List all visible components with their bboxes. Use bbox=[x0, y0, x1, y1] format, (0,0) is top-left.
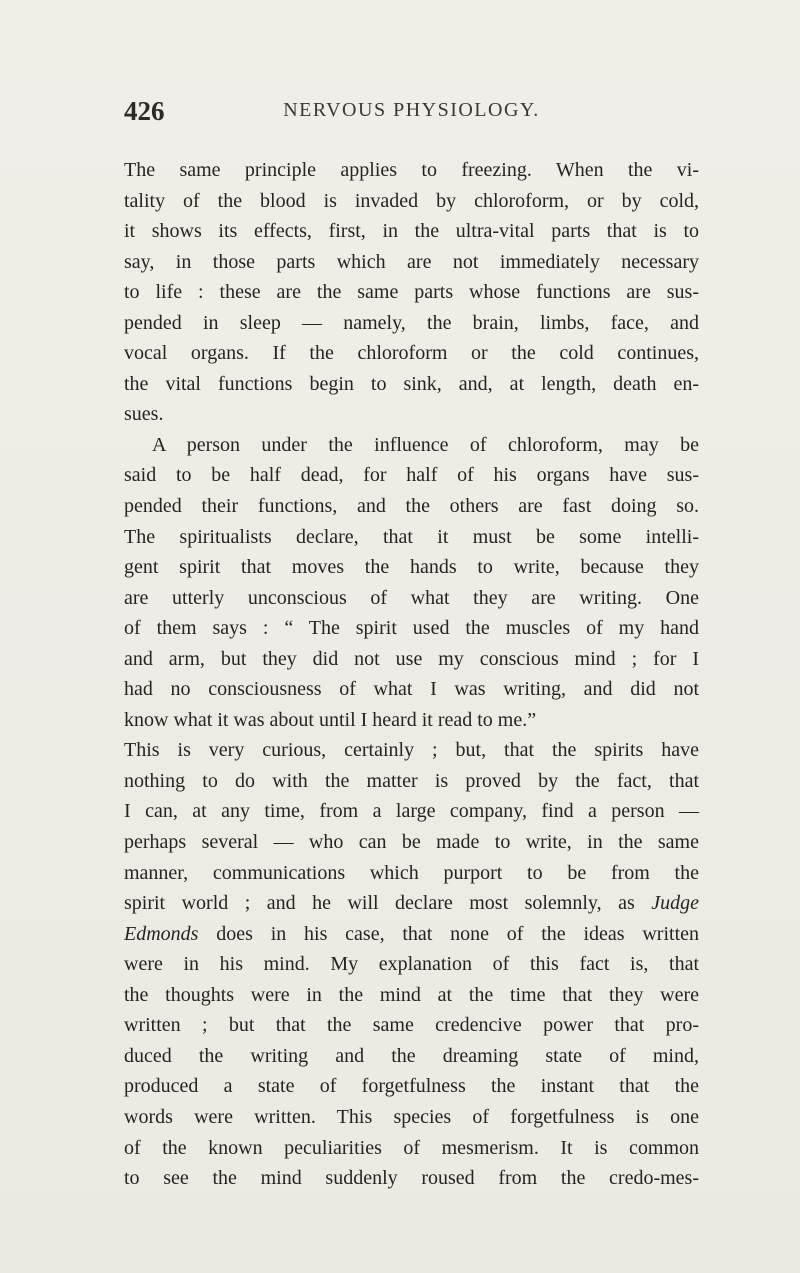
text-line bbox=[124, 888, 699, 919]
text-line: are utterly unconscious of what they are writing. One bbox=[124, 586, 699, 609]
text-line: had no consciousness of what I was writing, and did not bbox=[124, 678, 699, 701]
line-segment: spirit world ; and he will declare most solemnly, as bbox=[124, 892, 635, 915]
text-line: it shows its effects, first, in the ultra-vital parts that is to bbox=[124, 220, 699, 243]
body-text bbox=[124, 155, 699, 1194]
text-line: the thoughts were in the mind at the time that they were bbox=[124, 983, 699, 1006]
text-line: words were written. This species of forgetfulness is one bbox=[124, 1105, 699, 1128]
page-header bbox=[124, 96, 699, 132]
text-line: The spiritualists declare, that it must be some intelli- bbox=[124, 525, 699, 548]
text-line: the vital functions begin to sink, and, at length, death en- bbox=[124, 372, 699, 395]
text-line: tality of the blood is invaded by chloroform, or by cold, bbox=[124, 189, 699, 212]
text-line: pended their functions, and the others are fast doing so. bbox=[124, 495, 699, 518]
text-line: vocal organs. If the chloroform or the cold continues, bbox=[124, 342, 699, 365]
text-line: of the known peculiarities of mesmerism. It is common bbox=[124, 1136, 699, 1159]
text-line: A person under the influence of chloroform, may be bbox=[152, 433, 699, 456]
text-line: nothing to do with the matter is proved by the fact, that bbox=[124, 769, 699, 792]
text-line: sues. bbox=[124, 403, 164, 426]
text-line: The same principle applies to freezing. When the vi- bbox=[124, 159, 699, 181]
running-head: NERVOUS PHYSIOLOGY. bbox=[283, 99, 540, 121]
line-segment: does in his case, that none of the ideas written bbox=[216, 922, 699, 945]
text-line: to see the mind suddenly roused from the credo-mes- bbox=[124, 1167, 699, 1190]
text-line: know what it was about until I heard it read to me.” bbox=[124, 708, 537, 731]
text-line: perhaps several — who can be made to write, in the same bbox=[124, 831, 699, 854]
text-line: of them says : “ The spirit used the muscles of my hand bbox=[124, 617, 699, 640]
page-number: 426 bbox=[124, 96, 165, 126]
text-line: pended in sleep — namely, the brain, limbs, face, and bbox=[124, 311, 699, 334]
text-line bbox=[124, 919, 699, 950]
italic-name: Judge bbox=[651, 892, 700, 915]
text-line: said to be half dead, for half of his organs have sus- bbox=[124, 464, 699, 487]
text-line: I can, at any time, from a large company, find a person — bbox=[124, 800, 699, 823]
italic-name: Edmonds bbox=[124, 922, 199, 945]
text-line: This is very curious, certainly ; but, that the spirits have bbox=[124, 739, 699, 762]
text-line: produced a state of forgetfulness the instant that the bbox=[124, 1075, 699, 1098]
text-line: duced the writing and the dreaming state of mind, bbox=[124, 1044, 699, 1067]
text-line: say, in those parts which are not immediately necessary bbox=[124, 250, 699, 273]
text-line: were in his mind. My explanation of this fact is, that bbox=[124, 953, 699, 976]
text-line: gent spirit that moves the hands to write, because they bbox=[124, 556, 699, 579]
text-line: to life : these are the same parts whose functions are sus- bbox=[124, 281, 699, 304]
text-line: and arm, but they did not use my conscious mind ; for I bbox=[124, 647, 699, 670]
text-line: manner, communications which purport to be from the bbox=[124, 861, 699, 884]
text-line: written ; but that the same credencive power that pro- bbox=[124, 1014, 699, 1037]
